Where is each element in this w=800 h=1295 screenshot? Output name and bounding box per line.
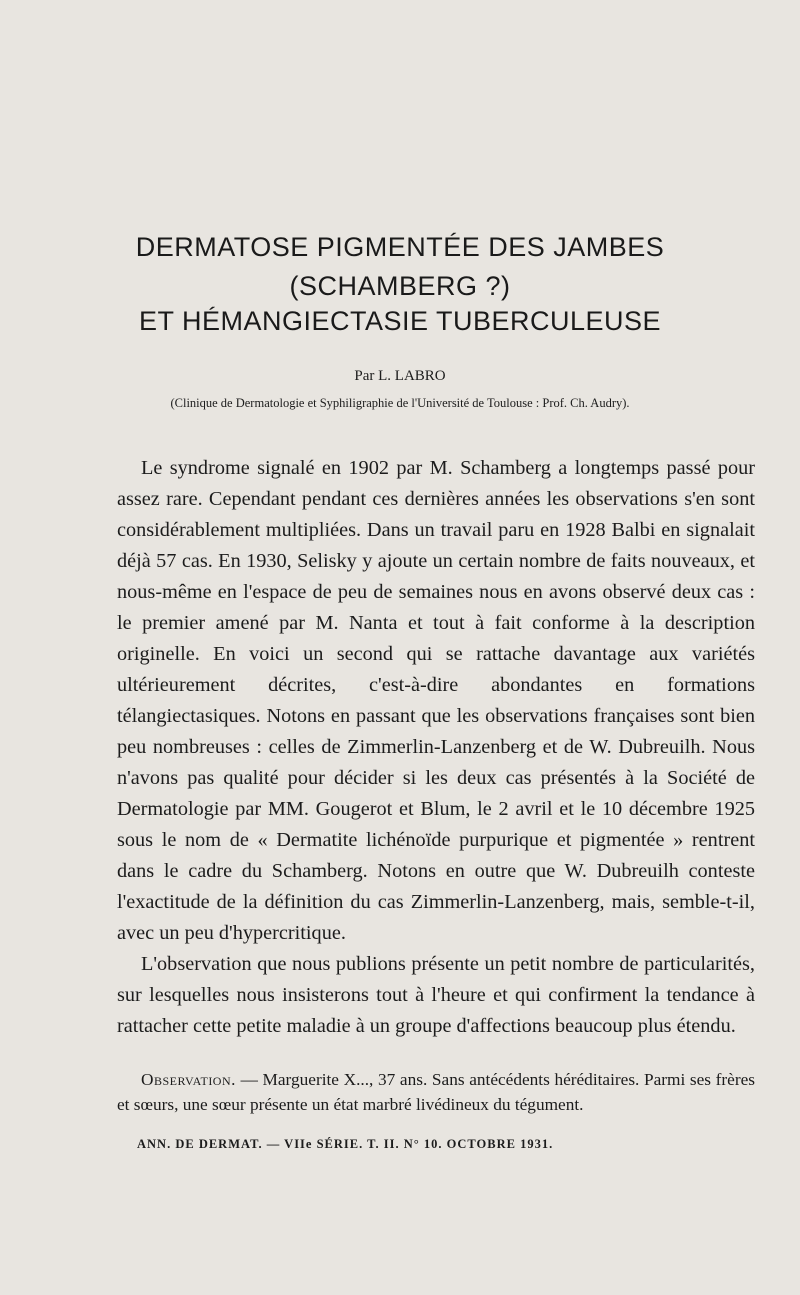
observation-paragraph — [117, 1068, 755, 1117]
author-byline: Par L. LABRO — [354, 368, 446, 384]
body-paragraph-2: L'observation que nous publions présente un petit nombre de particularités, sur lesquelles nous insisterons tout à l'heure et qui confirment la tendance à rattacher cette petite maladie à un groupe d'affections beaucoup plus étendu. — [117, 953, 755, 1037]
observation-text: — Marguerite X..., 37 ans. Sans antécédents héréditaires. Parmi ses frères et sœurs, une sœur présente un état marbré livédineux du tégument. — [117, 1070, 755, 1114]
article-body — [117, 453, 755, 1042]
observation-label: Observation. — [141, 1070, 236, 1089]
author-affiliation: (Clinique de Dermatologie et Syphiligraphie de l'Université de Toulouse : Prof. Ch. Audry). — [170, 396, 630, 410]
body-paragraph-1: Le syndrome signalé en 1902 par M. Schamberg a longtemps passé pour assez rare. Cependant pendant ces dernières années les observations s'en sont considérablement multipliées. Dans un travail paru en 1928 Balbi en signalait déjà 57 cas. En 1930, Selisky y ajoute un certain nombre de faits nouveaux, et nous-même en l'espace de peu de semaines nous en avons observé deux cas : le premier amené par M. Nanta et tout à fait conforme à la description originelle. En voici un second qui se rattache davantage aux variétés ultérieurement décrites, c'est-à-dire abondantes en formations télangiectasiques. Notons en passant que les observations françaises sont bien peu nombreuses : celles de Zimmerlin-Lanzenberg et de W. Dubreuilh. Nous n'avons pas qualité pour décider si les deux cas présentés à la Société de Dermatologie par MM. Gougerot et Blum, le 2 avril et le 10 décembre 1925 sous le nom de « Dermatite lichénoïde purpurique et pigmentée » rentrent dans le cadre du Schamberg. Notons en outre que W. Dubreuilh conteste l'exactitude de la définition du cas Zimmerlin-Lanzenberg, mais, semble-t-il, avec un peu d'hypercritique. — [117, 457, 755, 944]
journal-citation-footer: ANN. DE DERMAT. — VIIe SÉRIE. T. II. N° 10. OCTOBRE 1931. — [137, 1137, 554, 1151]
article-title-line-2: (SCHAMBERG ?) — [289, 271, 511, 301]
article-title-line-1: DERMATOSE PIGMENTÉE DES JAMBES — [135, 232, 665, 262]
article-title-line-3: ET HÉMANGIECTASIE TUBERCULEUSE — [138, 306, 662, 336]
